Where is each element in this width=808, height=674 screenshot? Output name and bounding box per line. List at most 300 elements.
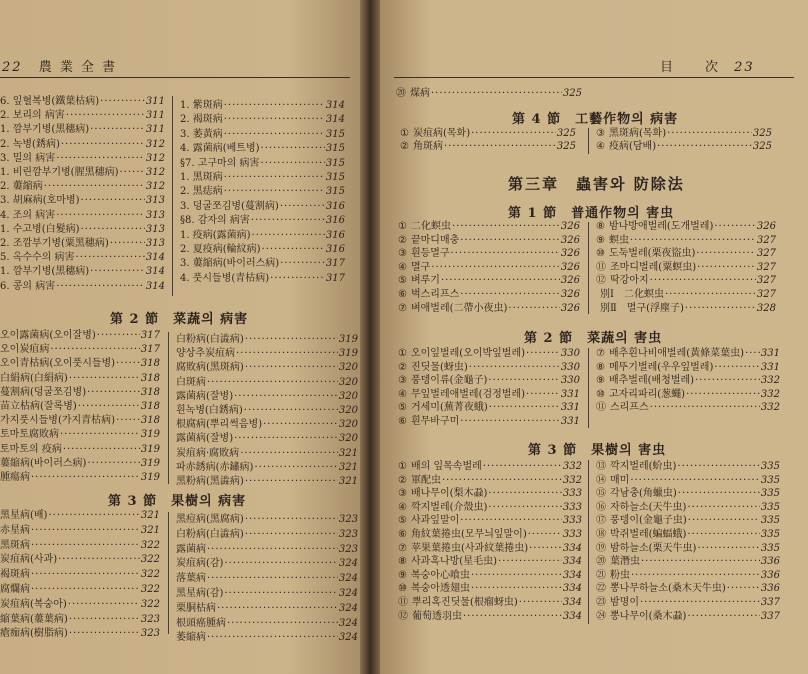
toc-entry-text: 二化螟虫 bbox=[410, 221, 451, 232]
toc-entry-marker: ⑤ bbox=[398, 515, 407, 527]
toc-entry-label bbox=[0, 628, 68, 640]
toc-entry-label bbox=[176, 514, 244, 526]
chapter-title-insect-pests: 第三章 蟲害와 防除法 bbox=[508, 175, 685, 193]
toc-entry-text: 6. 잎혈복병(鐵葉枯病) bbox=[0, 96, 100, 107]
toc-entry-page: 335 bbox=[760, 542, 780, 554]
toc-entry-text: 1. 깜부기병(黑穗病) bbox=[0, 124, 90, 136]
toc-entry-text: 苹果葉捲虫(사과紋葉捲虫) bbox=[410, 542, 529, 554]
toc-entry-marker: ② bbox=[398, 474, 407, 486]
toc-entry-page: 318 bbox=[140, 415, 160, 427]
toc-entry-page: 314 bbox=[145, 266, 165, 278]
toc-entry-page: 311 bbox=[145, 110, 165, 122]
toc-entry-page: 327 bbox=[756, 275, 776, 287]
section-title-industrial-crop-diseases: 第 4 節 工藝作物의 病害 bbox=[512, 112, 679, 127]
toc-entry-page: 316 bbox=[325, 244, 345, 255]
toc-entry-page: 322 bbox=[140, 584, 160, 595]
leader-dots bbox=[460, 235, 560, 247]
toc-entry-label bbox=[398, 375, 487, 387]
toc-entry-text: §8. 감자의 病害 bbox=[180, 215, 250, 227]
toc-entry-marker: ⑫ bbox=[398, 610, 408, 622]
leader-dots bbox=[678, 488, 760, 500]
toc-entry-label bbox=[596, 556, 640, 568]
toc-entry-label bbox=[596, 375, 694, 387]
toc-entry bbox=[176, 573, 358, 585]
toc-entry-label bbox=[0, 525, 30, 537]
toc-entry-text: 6. 콩의 病害 bbox=[0, 280, 56, 292]
toc-entry-text: 2. 보리의 病害 bbox=[0, 110, 65, 122]
toc-entry-label bbox=[596, 570, 630, 582]
leader-dots bbox=[630, 475, 760, 487]
toc-entry-marker: ⑥ bbox=[398, 529, 407, 540]
toc-entry-page: 326 bbox=[560, 302, 580, 314]
toc-entry-marker: ⑳ bbox=[396, 88, 406, 99]
toc-entry-label bbox=[398, 475, 441, 487]
toc-entry-text: 배의 잎목속벌레 bbox=[410, 461, 482, 472]
toc-entry-marker: ② bbox=[398, 234, 407, 246]
toc-entry bbox=[0, 195, 165, 207]
leader-dots bbox=[224, 186, 325, 198]
section-title-common-crop-pests: 第 1 節 普通作物의 害虫 bbox=[508, 206, 675, 221]
toc-entry-text: 자하늘소(天牛虫) bbox=[610, 501, 687, 513]
toc-entry bbox=[596, 375, 780, 387]
toc-entry-text: 螟虫 bbox=[608, 234, 629, 246]
leader-dots bbox=[100, 96, 145, 108]
toc-entry-page: 324 bbox=[338, 602, 358, 614]
toc-entry-marker: ③ bbox=[398, 375, 407, 387]
leader-dots bbox=[252, 230, 325, 242]
leader-dots bbox=[97, 330, 140, 342]
toc-entry bbox=[176, 405, 358, 417]
toc-entry-page: 319 bbox=[338, 348, 358, 360]
toc-entry bbox=[176, 618, 358, 630]
toc-entry-marker: ⑫ bbox=[596, 275, 606, 287]
toc-entry-page: 314 bbox=[325, 100, 345, 111]
toc-entry-page: 316 bbox=[325, 200, 345, 212]
toc-entry-label bbox=[0, 252, 75, 264]
toc-entry bbox=[0, 444, 160, 456]
toc-entry-marker: ④ bbox=[398, 261, 407, 273]
leader-dots bbox=[31, 584, 140, 596]
toc-entry-text: 黑星病(배) bbox=[0, 510, 48, 521]
toc-entry-label bbox=[398, 389, 525, 401]
toc-entry bbox=[596, 221, 776, 233]
leader-dots bbox=[471, 128, 556, 140]
toc-entry-label bbox=[596, 348, 744, 360]
leader-dots bbox=[31, 569, 140, 581]
toc-entry bbox=[0, 139, 165, 151]
toc-entry-text: 3. 萎黃病 bbox=[180, 128, 223, 140]
leader-dots bbox=[234, 391, 338, 403]
toc-entry-text: 풍뎅이(金龜子虫) bbox=[610, 515, 687, 527]
toc-entry-label bbox=[398, 275, 440, 287]
toc-entry-label bbox=[180, 172, 223, 184]
toc-entry-label bbox=[176, 632, 206, 644]
toc-entry-label bbox=[400, 141, 443, 153]
toc-entry bbox=[0, 554, 160, 566]
toc-entry-page: 331 bbox=[760, 361, 780, 373]
toc-entry bbox=[180, 158, 345, 170]
leader-dots bbox=[58, 554, 140, 566]
toc-entry-label bbox=[0, 510, 47, 522]
toc-entry-page: 318 bbox=[140, 386, 160, 398]
toc-entry-label bbox=[176, 462, 253, 474]
toc-entry-marker: ⑬ bbox=[596, 461, 606, 472]
toc-entry-label bbox=[398, 597, 518, 609]
toc-entry-text: 4. 조의 病害 bbox=[0, 209, 56, 221]
toc-entry bbox=[596, 475, 780, 487]
toc-entry-label bbox=[176, 348, 235, 360]
toc-entry bbox=[398, 475, 582, 487]
toc-entry-text: 炭疽病(감) bbox=[176, 558, 224, 570]
toc-entry-label bbox=[0, 139, 60, 151]
toc-entry-text: 腫瘍病 bbox=[0, 472, 30, 483]
toc-entry-marker: ③ bbox=[596, 128, 605, 139]
toc-entry bbox=[0, 373, 160, 385]
toc-entry-page: 323 bbox=[338, 514, 358, 525]
toc-entry-label bbox=[0, 401, 77, 413]
toc-entry-page: 332 bbox=[760, 388, 780, 400]
toc-entry-label bbox=[180, 143, 260, 155]
toc-entry-marker: ㉓ bbox=[596, 597, 606, 608]
toc-entry-label bbox=[596, 611, 686, 623]
toc-entry-label bbox=[180, 258, 279, 270]
leader-dots bbox=[508, 303, 559, 315]
toc-entry-page: 325 bbox=[562, 88, 582, 99]
leader-dots bbox=[526, 389, 560, 401]
toc-entry-label bbox=[0, 195, 80, 207]
toc-entry-page: 335 bbox=[760, 529, 780, 540]
toc-entry-text: 1. 깜부기병(黑穗病) bbox=[0, 266, 90, 278]
toc-entry bbox=[180, 273, 345, 285]
toc-entry-page: 313 bbox=[145, 209, 165, 221]
toc-entry-label bbox=[596, 583, 726, 595]
toc-entry bbox=[176, 377, 358, 389]
toc-entry-marker: ⑭ bbox=[596, 474, 606, 486]
toc-entry bbox=[0, 181, 165, 193]
leader-dots bbox=[526, 348, 560, 360]
toc-entry bbox=[176, 448, 358, 460]
toc-entry bbox=[596, 303, 776, 315]
leader-dots bbox=[460, 515, 562, 527]
leader-dots bbox=[44, 181, 145, 193]
toc-entry-marker: ② bbox=[398, 361, 407, 373]
leader-dots bbox=[650, 402, 760, 414]
toc-entry-marker: ⑲ bbox=[596, 542, 606, 554]
toc-entry-text: 스리프스 bbox=[610, 402, 649, 414]
toc-entry-marker: ⑪ bbox=[596, 261, 606, 273]
toc-entry-label bbox=[596, 303, 684, 315]
toc-entry-page: 314 bbox=[325, 114, 345, 126]
toc-entry-page: 333 bbox=[562, 488, 582, 500]
toc-entry bbox=[0, 252, 165, 264]
leader-dots bbox=[78, 401, 140, 413]
toc-entry-label bbox=[398, 248, 450, 260]
toc-entry-page: 326 bbox=[560, 248, 580, 260]
toc-entry-marker: ⑥ bbox=[398, 416, 407, 427]
toc-entry-label bbox=[176, 588, 223, 600]
toc-entry-page: 311 bbox=[145, 124, 165, 136]
toc-entry-text: 고자리파리(葱蠅) bbox=[608, 388, 686, 400]
toc-entry-label bbox=[180, 215, 250, 227]
leader-dots bbox=[687, 529, 759, 541]
leader-dots bbox=[66, 110, 145, 122]
toc-entry-label bbox=[176, 558, 223, 570]
toc-entry-text: 赤星病 bbox=[0, 524, 30, 536]
toc-entry-page: 313 bbox=[145, 223, 165, 235]
toc-entry-label bbox=[176, 603, 216, 615]
leader-dots bbox=[442, 475, 562, 487]
toc-entry bbox=[0, 238, 165, 250]
toc-entry bbox=[596, 556, 780, 568]
toc-entry bbox=[398, 461, 582, 473]
toc-entry-text: 白粉病(白澁病) bbox=[176, 334, 244, 345]
toc-entry bbox=[0, 281, 165, 293]
leader-dots bbox=[116, 358, 140, 370]
toc-entry-marker: ⑩ bbox=[596, 248, 605, 260]
toc-entry-page: 331 bbox=[560, 402, 580, 414]
toc-entry bbox=[596, 235, 776, 247]
leader-dots bbox=[697, 262, 756, 274]
toc-entry-text: 2. 夏疫病(輪紋病) bbox=[180, 244, 261, 255]
toc-entry-marker: ⑪ bbox=[596, 402, 606, 414]
toc-entry-page: 326 bbox=[560, 289, 580, 300]
toc-entry bbox=[176, 419, 358, 431]
toc-entry-text: 3. 밀의 病害 bbox=[0, 152, 56, 164]
toc-entry-text: 根頭癌腫病 bbox=[176, 617, 226, 629]
toc-entry-text: 거세미(蕪菁夜蛾) bbox=[410, 402, 488, 414]
toc-entry-label bbox=[596, 248, 695, 260]
toc-entry-label bbox=[0, 224, 80, 236]
toc-entry bbox=[176, 603, 358, 615]
toc-entry bbox=[180, 258, 345, 270]
toc-entry-text: 뽕나무이(桑木蝨) bbox=[610, 610, 687, 622]
right-ins3-column-rule bbox=[588, 460, 589, 624]
toc-entry-text: 蔞縮病(바이러스病) bbox=[0, 457, 87, 469]
leader-dots bbox=[119, 167, 144, 179]
leader-dots bbox=[76, 252, 145, 264]
toc-entry-marker: ④ bbox=[398, 501, 407, 513]
toc-entry-page: 324 bbox=[338, 632, 358, 644]
left-sec3-column-rule bbox=[168, 512, 169, 634]
toc-entry-label bbox=[596, 262, 696, 274]
toc-entry-page: 320 bbox=[338, 376, 358, 388]
toc-entry-page: 316 bbox=[325, 229, 345, 241]
toc-entry-text: 黑粉病(黑澁病) bbox=[176, 476, 244, 487]
leader-dots bbox=[697, 543, 759, 555]
toc-entry-label bbox=[398, 488, 487, 500]
toc-entry-page: 327 bbox=[756, 234, 776, 246]
leader-dots bbox=[68, 599, 140, 611]
toc-entry-marker: ⑤ bbox=[398, 275, 407, 287]
toc-entry-text: 落葉病 bbox=[176, 573, 206, 585]
toc-entry-marker: ⑨ bbox=[398, 569, 407, 581]
toc-entry-page: 318 bbox=[140, 358, 160, 370]
toc-entry-page: 326 bbox=[560, 275, 580, 287]
toc-entry-page: 319 bbox=[140, 472, 160, 483]
toc-entry-label bbox=[176, 544, 206, 556]
toc-entry-label bbox=[400, 128, 470, 140]
leader-dots bbox=[31, 472, 140, 484]
toc-entry-label bbox=[596, 597, 639, 609]
leader-dots bbox=[441, 275, 560, 287]
toc-entry-page: 317 bbox=[325, 272, 345, 284]
toc-entry-marker: ⑳ bbox=[596, 556, 606, 568]
toc-entry-text: 露菌病(잘병) bbox=[176, 433, 234, 445]
toc-entry-text: 5. 옥수수의 病害 bbox=[0, 252, 75, 264]
toc-entry-page: 337 bbox=[760, 597, 780, 608]
toc-entry-text: 풍뎅이류(金龜子) bbox=[410, 375, 488, 387]
leader-dots bbox=[489, 402, 560, 414]
toc-entry-page: 336 bbox=[760, 583, 780, 595]
toc-entry-label bbox=[398, 262, 430, 274]
leader-dots bbox=[498, 556, 562, 568]
toc-entry bbox=[0, 110, 165, 122]
toc-entry-text: 각남충(角蠟虫) bbox=[610, 488, 677, 500]
toc-entry bbox=[0, 429, 160, 441]
toc-entry-page: 330 bbox=[560, 375, 580, 387]
toc-entry-label bbox=[0, 444, 62, 456]
leader-dots bbox=[631, 570, 760, 582]
toc-entry-label bbox=[176, 476, 244, 488]
toc-entry-page: 331 bbox=[560, 388, 580, 400]
toc-entry-marker: ⑱ bbox=[596, 529, 606, 540]
toc-entry-label bbox=[596, 221, 713, 233]
toc-entry-marker: ⑥ bbox=[398, 289, 407, 300]
toc-entry-label bbox=[596, 402, 649, 414]
toc-entry-text: 角紋葉捲虫(모무늬잎말이) bbox=[410, 529, 527, 540]
toc-entry-label bbox=[176, 362, 244, 374]
leader-dots bbox=[224, 100, 325, 112]
leader-dots bbox=[31, 525, 140, 537]
toc-entry-text: 벼루기 bbox=[410, 275, 440, 287]
leader-dots bbox=[207, 573, 338, 585]
toc-entry bbox=[176, 558, 358, 570]
toc-entry-label bbox=[396, 88, 430, 100]
toc-entry-page: 321 bbox=[140, 510, 160, 521]
toc-entry-page: 312 bbox=[145, 138, 165, 150]
toc-entry-label bbox=[596, 141, 656, 153]
toc-entry-page: 317 bbox=[325, 258, 345, 270]
toc-entry bbox=[398, 221, 580, 233]
toc-entry bbox=[596, 570, 780, 582]
toc-entry bbox=[0, 266, 165, 278]
toc-entry-label bbox=[180, 201, 279, 213]
toc-entry-text: 가지풋시들병(가지青枯病) bbox=[0, 415, 116, 427]
toc-entry bbox=[596, 402, 780, 414]
leader-dots bbox=[87, 458, 139, 470]
toc-entry-text: 사과잎말이 bbox=[410, 515, 460, 527]
leader-dots bbox=[471, 570, 562, 582]
leader-dots bbox=[483, 461, 562, 473]
toc-entry-page: 316 bbox=[325, 215, 345, 227]
leader-dots bbox=[81, 195, 145, 207]
toc-entry-marker: ① bbox=[398, 221, 407, 232]
toc-entry-page: 331 bbox=[560, 416, 580, 427]
leader-dots bbox=[460, 416, 560, 428]
toc-entry-page: 318 bbox=[140, 372, 160, 384]
toc-entry-label bbox=[176, 405, 243, 417]
leader-dots bbox=[207, 544, 338, 556]
leader-dots bbox=[488, 502, 561, 514]
toc-entry-label bbox=[398, 289, 459, 301]
toc-entry-label bbox=[596, 289, 664, 301]
toc-entry-text: 3. 蔞縮病(바이러스病) bbox=[180, 258, 280, 270]
leader-dots bbox=[48, 510, 139, 522]
toc-entry bbox=[596, 128, 772, 140]
toc-entry bbox=[0, 614, 160, 626]
toc-entry-label bbox=[0, 266, 89, 278]
toc-entry bbox=[180, 186, 345, 198]
leader-dots bbox=[263, 419, 338, 431]
toc-entry-label bbox=[0, 210, 55, 222]
toc-entry-text: 露菌病(잘병) bbox=[176, 390, 234, 402]
leader-dots bbox=[451, 248, 560, 260]
leader-dots bbox=[207, 377, 338, 389]
toc-entry-page: 320 bbox=[338, 419, 358, 431]
toc-entry-text: 2. 褐斑病 bbox=[180, 114, 223, 126]
toc-entry bbox=[398, 529, 582, 541]
toc-entry bbox=[596, 348, 780, 360]
toc-entry-text: 무잎벌레애벌레(검정벌레) bbox=[410, 388, 526, 400]
toc-entry-label bbox=[398, 570, 470, 582]
toc-entry bbox=[596, 362, 780, 374]
left-page-title: 農 業 全 書 bbox=[38, 60, 118, 75]
toc-entry bbox=[396, 88, 582, 100]
toc-entry-text: 멸구 bbox=[410, 261, 431, 273]
toc-entry-label bbox=[596, 235, 629, 247]
toc-entry bbox=[176, 544, 358, 556]
toc-entry-page: 324 bbox=[338, 573, 358, 585]
toc-entry-page: 332 bbox=[562, 461, 582, 472]
toc-entry-text: 瘡痂病(樹脂病) bbox=[0, 628, 68, 640]
toc-entry-marker: ㉔ bbox=[596, 610, 606, 622]
toc-entry-text: 사과혹나방(星毛虫) bbox=[410, 556, 498, 568]
toc-entry-marker: ⑦ bbox=[398, 302, 407, 314]
toc-entry bbox=[596, 289, 776, 301]
toc-entry-label bbox=[180, 230, 251, 242]
toc-entry-label bbox=[176, 391, 233, 403]
toc-entry bbox=[398, 303, 580, 315]
toc-entry-page: 336 bbox=[760, 569, 780, 581]
toc-entry-text: 1. 疫病(露菌病) bbox=[180, 229, 251, 241]
toc-entry bbox=[398, 289, 580, 301]
toc-entry-text: 진딧물(蚜虫) bbox=[410, 361, 468, 373]
leader-dots bbox=[714, 362, 760, 374]
leader-dots bbox=[110, 238, 145, 250]
toc-entry-text: 배추벌레(배청벌레) bbox=[608, 375, 695, 387]
toc-entry bbox=[596, 488, 780, 500]
toc-entry bbox=[596, 502, 780, 514]
toc-entry-page: 332 bbox=[760, 402, 780, 414]
toc-entry-page: 320 bbox=[338, 433, 358, 445]
toc-entry-text: 黑斑病 bbox=[0, 539, 30, 551]
right-page-number: 23 bbox=[734, 60, 755, 75]
toc-entry-page: 335 bbox=[760, 488, 780, 500]
toc-entry bbox=[0, 628, 160, 640]
toc-entry-page: 326 bbox=[560, 221, 580, 232]
toc-entry bbox=[176, 433, 358, 445]
toc-entry-text: 복숭아透翅虫 bbox=[410, 583, 470, 595]
toc-entry-label bbox=[0, 281, 55, 293]
leader-dots bbox=[444, 141, 556, 153]
toc-entry-text: 炭疽病(복숭아) bbox=[0, 598, 67, 610]
leader-dots bbox=[244, 405, 338, 417]
toc-entry bbox=[0, 472, 160, 484]
toc-entry-label bbox=[180, 100, 223, 112]
toc-entry-text: 복숭아心喰虫 bbox=[410, 569, 470, 581]
toc-entry-label bbox=[0, 344, 49, 356]
toc-entry-text: 토마토腐敗病 bbox=[0, 429, 59, 441]
